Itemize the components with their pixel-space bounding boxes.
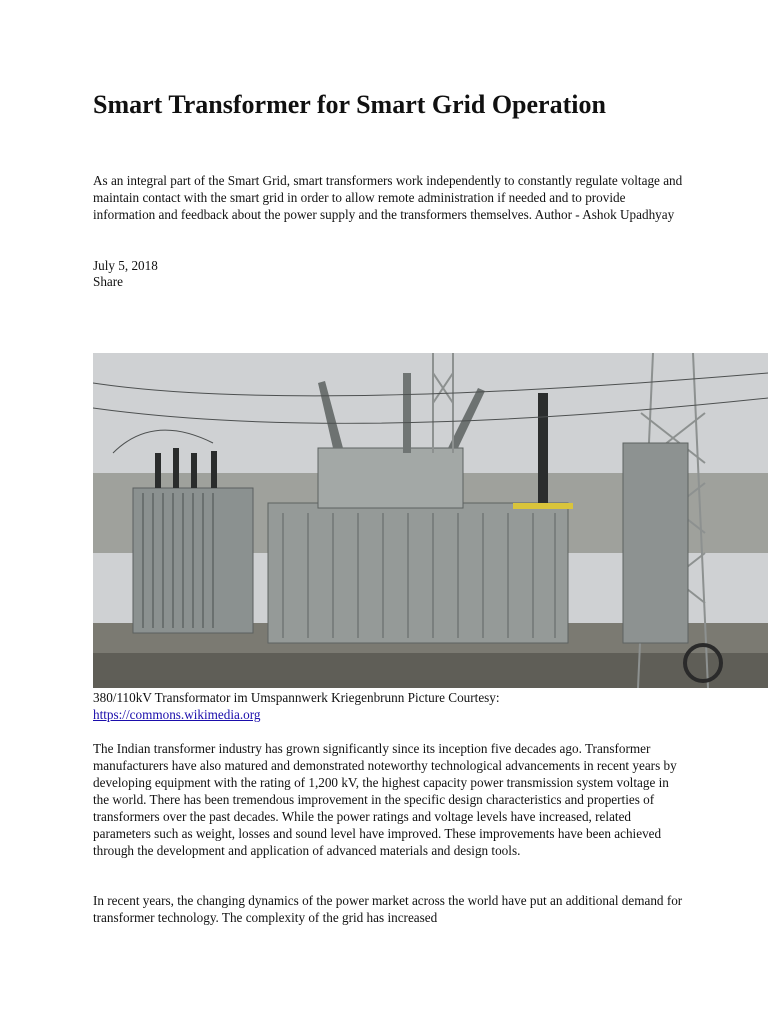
image-caption: [93, 689, 693, 723]
article-intro: As an integral part of the Smart Grid, smart transformers work independently to constantly regulate voltage and maintain contact with the smart grid in order to allow remote administration if needed and to provide information and feedback about the power supply and the transformers themselves. Author - Ashok Upadhyay: [93, 173, 683, 222]
share-link[interactable]: Share: [93, 274, 124, 289]
publish-date: July 5, 2018: [93, 258, 158, 273]
body-paragraph-2: In recent years, the changing dynamics of the power market across the world have put an additional demand for transformer technology. The complexity of the grid has increased: [93, 893, 683, 925]
caption-text: 380/110kV Transformator im Umspannwerk Kriegenbrunn Picture Courtesy:: [93, 690, 500, 705]
body-paragraph-1: The Indian transformer industry has grown significantly since its inception five decades ago. Transformer manufacturers have also matured and demonstrated noteworthy technological advancements in recent years by developing equipment with the rating of 1,200 kV, the highest capacity power transmission system voltage in the world. There has been tremendous improvement in the specific design characteristics and properties of transformers over the past decades. While the power ratings and voltage levels have increased, related parameters such as weight, losses and sound level have improved. These improvements have been achieved through the development and application of advanced materials and design tools.: [93, 741, 677, 858]
source-link[interactable]: https://commons.wikimedia.org: [93, 707, 261, 722]
transformer-photo: [93, 353, 768, 688]
article-title: Smart Transformer for Smart Grid Operation: [93, 90, 606, 119]
